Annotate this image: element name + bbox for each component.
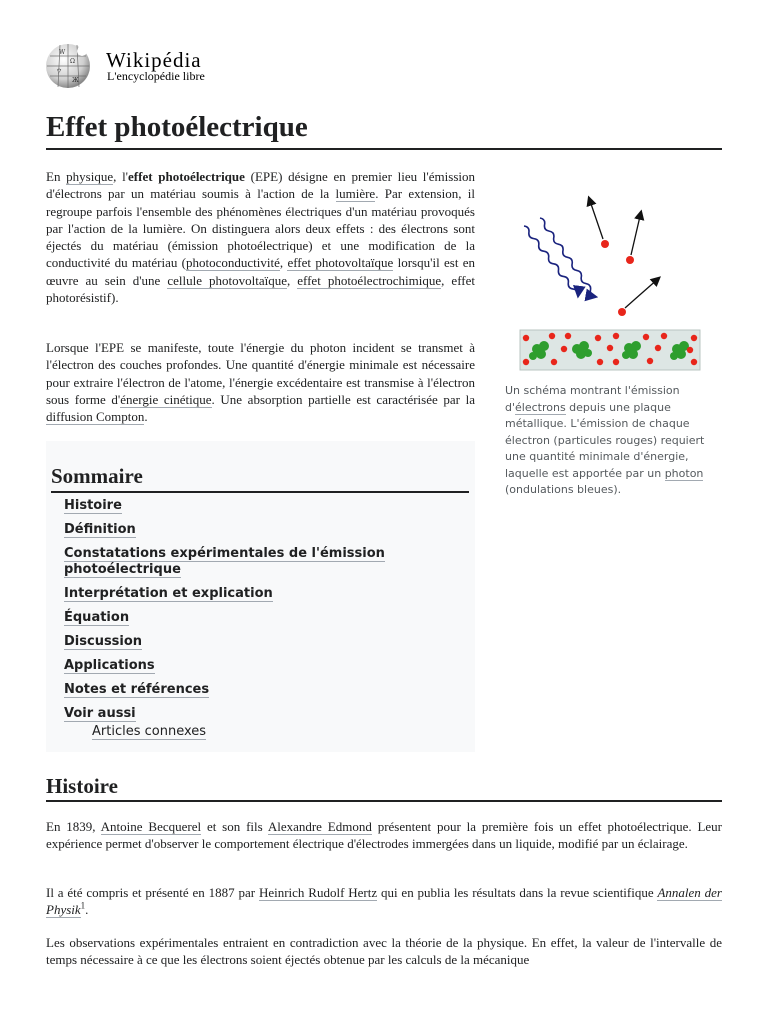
trajectory-arrow xyxy=(589,198,603,239)
page-title: Effet photoélectrique xyxy=(46,108,722,150)
intro-paragraph-2 xyxy=(46,339,475,425)
histoire-paragraph-2 xyxy=(46,884,722,919)
wordmark[interactable]: Wikipédia xyxy=(106,48,202,72)
toc-item-applications[interactable] xyxy=(64,658,470,674)
toc-item-label[interactable]: Équation xyxy=(64,610,130,625)
toc-item-interpretation[interactable] xyxy=(64,586,470,602)
text-run: qui en publia les résultats dans la revue scientifique xyxy=(377,885,658,900)
trajectory-arrow xyxy=(625,278,659,308)
link-photoelectrochimique[interactable]: effet photoélectrochimique xyxy=(297,272,442,288)
toc-item-notes[interactable] xyxy=(64,682,470,698)
text-run: . Une absorption partielle est caractérisée par la xyxy=(211,391,475,407)
toc-title: Sommaire xyxy=(51,461,469,493)
text-run: , l' xyxy=(113,169,129,184)
histoire-paragraph-3 xyxy=(46,934,722,968)
section-heading-histoire: Histoire xyxy=(46,772,722,802)
toc-list xyxy=(64,498,470,748)
intro-paragraph-1 xyxy=(46,168,475,306)
trajectory-arrow xyxy=(631,212,641,255)
electron xyxy=(618,308,626,316)
photon-wave xyxy=(522,225,579,297)
toc-item-label[interactable]: Histoire xyxy=(64,498,122,513)
text-run: , effet photorésistif). xyxy=(46,272,476,306)
link-photon[interactable]: photon xyxy=(664,466,704,480)
toc-item-equation[interactable] xyxy=(64,610,470,626)
svg-text:ウ: ウ xyxy=(56,68,63,75)
toc-item-label[interactable]: Définition xyxy=(64,522,136,537)
text-run: En 1839, xyxy=(46,819,101,834)
footnote-ref-1[interactable]: 1 xyxy=(80,900,86,911)
tagline: L'encyclopédie libre xyxy=(107,69,205,83)
toc-item-histoire[interactable] xyxy=(64,498,470,514)
toc-item-discussion[interactable] xyxy=(64,634,470,650)
text-run: . xyxy=(85,902,89,918)
toc-subitem-articles-connexes[interactable] xyxy=(64,724,470,740)
link-heinrich-hertz[interactable]: Heinrich Rudolf Hertz xyxy=(258,885,378,900)
toc-item-label[interactable]: Constatations expérimentales de l'émission photoélectrique xyxy=(64,546,385,577)
text-run: présentent pour la première fois un effet photoélectrique. Leur expérience permet d'observer le comportement électrique d'électrodes immergées dans un liquide, modifié par un éclairage. xyxy=(46,819,722,852)
text-run: Lorsque l'EPE se manifeste, toute l'énergie du photon incident se transmet à l'électron des couches profondes. Une quantité d'énergie minimale est nécessaire pour extraire l'électron de l'atome, l'énergie excédentaire est transmise à l'électron sous forme d' xyxy=(46,340,475,407)
link-energie-cinetique[interactable]: énergie cinétique xyxy=(120,391,212,407)
text-run: Les observations expérimentales entraient en contradiction avec la théorie de la physique. En effet, la valeur de l'intervalle de temps nécessaire à ce que les électrons soient éjectés obtenue par les calculs de la mécanique xyxy=(46,935,722,968)
toc-item-label[interactable]: Notes et références xyxy=(64,682,210,697)
link-electrons[interactable]: électrons xyxy=(515,400,566,414)
svg-text:W: W xyxy=(59,49,66,56)
photoelectric-figure[interactable] xyxy=(504,186,704,376)
link-diffusion-compton[interactable]: diffusion Compton xyxy=(46,409,145,425)
histoire-paragraph-1 xyxy=(46,818,722,853)
text-run: Un schéma montrant l'émission d' xyxy=(505,384,680,414)
link-cellule-photovoltaique[interactable]: cellule photovoltaïque xyxy=(167,272,287,288)
toc-item-constatations[interactable] xyxy=(64,546,470,578)
text-run: lorsqu'il est en œuvre au sein d'une xyxy=(46,255,476,288)
toc-item-label[interactable]: Voir aussi xyxy=(64,706,136,721)
text-run: (ondulations bleues). xyxy=(505,483,622,496)
link-annalen-der-physik[interactable]: Annalen der Physik xyxy=(46,885,722,918)
text-run: , xyxy=(279,255,288,271)
figure-caption xyxy=(505,383,705,499)
toc-item-definition[interactable] xyxy=(64,522,470,538)
photoelectric-diagram xyxy=(504,186,704,376)
toc-item-label[interactable]: Applications xyxy=(64,658,155,673)
electron xyxy=(601,240,609,248)
link-physique[interactable]: physique xyxy=(66,169,114,184)
text-run: , xyxy=(286,272,298,288)
link-effet-photovoltaique[interactable]: effet photovoltaïque xyxy=(287,255,394,271)
toc-item-label[interactable]: Articles connexes xyxy=(92,724,207,739)
bold-term: effet photoélectrique xyxy=(128,169,245,184)
text-run: depuis une plaque métallique. L'émission de chaque électron (particules rouges) requiert une quantité minimale d'énergie, laquelle est apportée par un xyxy=(505,400,705,480)
text-run: . xyxy=(144,409,148,425)
text-run: et son fils xyxy=(201,819,268,834)
text-run: (EPE) désigne en premier lieu l'émission d'électrons par un matériau soumis à l'action de la xyxy=(46,169,475,202)
svg-text:Ω: Ω xyxy=(70,58,75,65)
toc-item-voir-aussi[interactable] xyxy=(64,706,470,722)
link-photoconductivite[interactable]: photoconductivité xyxy=(186,255,280,271)
electron xyxy=(626,256,634,264)
text-run: . Par extension, il regroupe parfois l'ensemble des phénomènes électriques d'un matériau provoqués par l'action de la lumière. On distinguera alors deux effets : des électrons sont éjectés du matériau (émission photoélectrique) et une modification de la conductivité du matériau ( xyxy=(46,186,475,271)
link-antoine-becquerel[interactable]: Antoine Becquerel xyxy=(100,819,202,834)
toc-item-label[interactable]: Interprétation et explication xyxy=(64,586,273,601)
link-alexandre-edmond[interactable]: Alexandre Edmond xyxy=(267,819,372,834)
text-run: En xyxy=(46,169,67,184)
svg-text:Ж: Ж xyxy=(72,77,79,84)
text-run: Il a été compris et présenté en 1887 par xyxy=(46,885,259,900)
table-of-contents xyxy=(46,441,475,752)
wikipedia-globe-logo[interactable] xyxy=(44,42,96,90)
link-lumiere[interactable]: lumière xyxy=(335,186,376,202)
toc-item-label[interactable]: Discussion xyxy=(64,634,143,649)
photon-wave xyxy=(538,217,596,298)
